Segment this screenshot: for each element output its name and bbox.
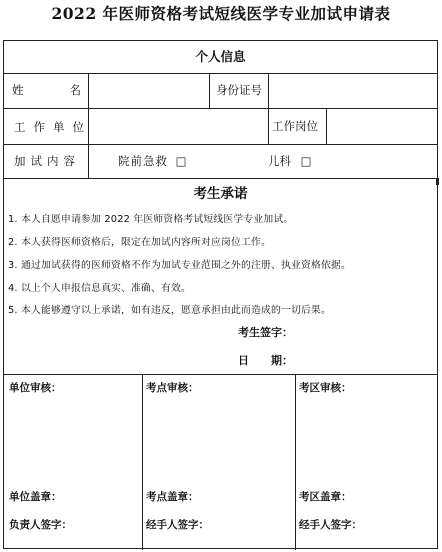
divider xyxy=(4,144,437,145)
date-label: 日 期： xyxy=(238,354,293,367)
pledge-heading: 考生承诺 xyxy=(193,186,248,202)
divider xyxy=(295,374,296,550)
exam-site-review-label: 考点审核： xyxy=(146,382,199,394)
position-label: 工作岗位 xyxy=(272,119,318,133)
divider xyxy=(268,73,269,108)
divider xyxy=(4,73,437,74)
margin-mark xyxy=(436,178,439,185)
exam-site-signature-label: 经手人签字： xyxy=(146,519,209,531)
page-title: 2022 年医师资格考试短线医学专业加试申请表 xyxy=(51,4,391,23)
exam-content-label: 加试内容 xyxy=(14,154,80,168)
divider xyxy=(326,108,327,144)
divider xyxy=(4,108,437,109)
unit-review-label: 单位审核： xyxy=(9,382,62,394)
name-label: 姓名 xyxy=(12,83,127,97)
position-field[interactable] xyxy=(330,110,434,142)
checkbox[interactable]: □ xyxy=(175,154,187,168)
pledge-item: 4. 以上个人申报信息真实、准确、有效。 xyxy=(8,283,192,294)
pledge-item: 3. 通过加试获得的医师资格不作为加试专业范围之外的注册、执业资格依据。 xyxy=(8,260,351,271)
checkbox[interactable]: □ xyxy=(300,154,312,168)
id-number-field[interactable] xyxy=(272,75,434,105)
id-number-label: 身份证号 xyxy=(216,83,262,97)
exam-region-review-label: 考区审核： xyxy=(299,382,352,394)
divider xyxy=(4,178,437,179)
workplace-field[interactable] xyxy=(92,110,268,142)
divider xyxy=(4,374,437,375)
option-pediatrics[interactable] xyxy=(268,153,312,169)
divider xyxy=(142,374,143,550)
divider xyxy=(209,73,210,108)
exam-region-seal-label: 考区盖章： xyxy=(299,491,352,503)
divider xyxy=(268,108,269,144)
name-field[interactable] xyxy=(92,75,208,105)
option-prehospital-emergency[interactable] xyxy=(118,153,187,169)
exam-region-signature-label: 经手人签字： xyxy=(299,519,362,531)
personal-info-heading: 个人信息 xyxy=(195,49,246,64)
application-form xyxy=(3,40,438,549)
pledge-item: 1. 本人自愿申请参加 2022 年医师资格考试短线医学专业加试。 xyxy=(8,214,294,225)
candidate-signature-label: 考生签字： xyxy=(238,326,293,339)
unit-seal-label: 单位盖章： xyxy=(9,491,62,503)
workplace-label: 工作单位 xyxy=(14,120,92,134)
exam-site-seal-label: 考点盖章： xyxy=(146,491,199,503)
option-label: 儿科 xyxy=(268,154,291,168)
pledge-item: 2. 本人获得医师资格后，限定在加试内容所对应岗位工作。 xyxy=(8,237,271,248)
option-label: 院前急救 xyxy=(118,154,168,168)
unit-signature-label: 负责人签字： xyxy=(9,519,72,531)
pledge-item: 5. 本人能够遵守以上承诺，如有违反，愿意承担由此而造成的一切后果。 xyxy=(8,305,331,316)
